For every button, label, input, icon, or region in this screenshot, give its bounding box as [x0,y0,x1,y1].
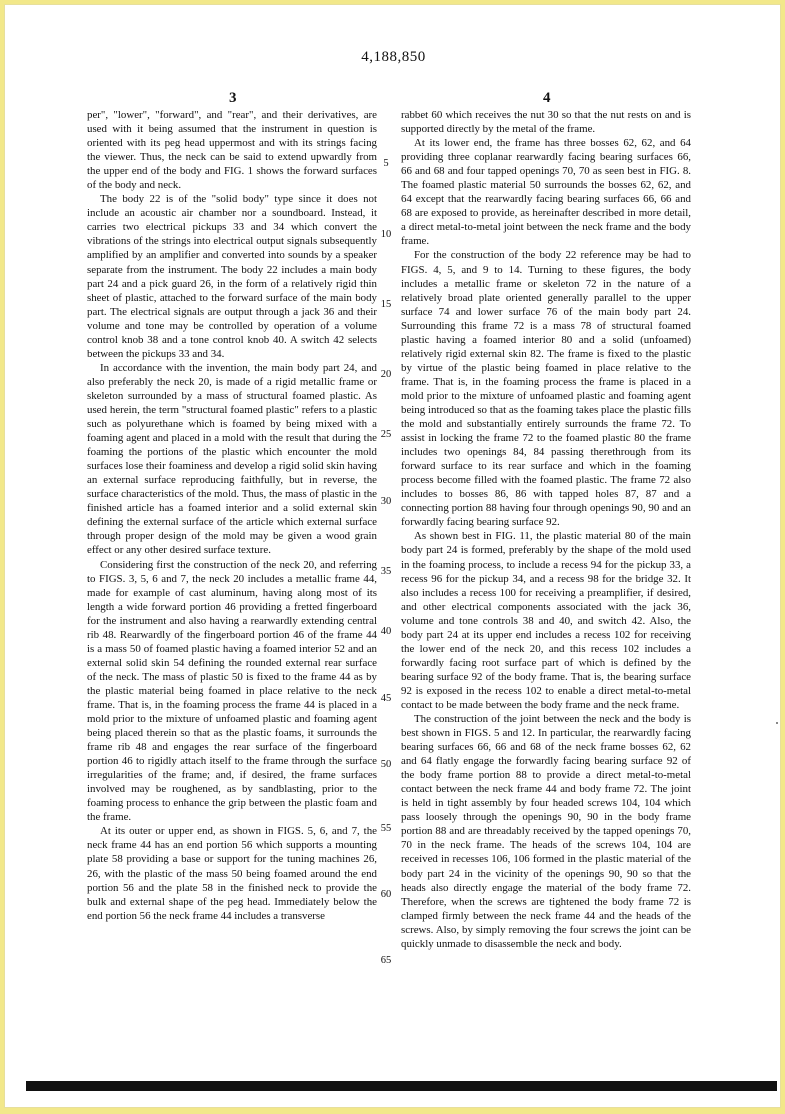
paragraph: In accordance with the invention, the main body part 24, and also preferably the neck 20, is made of a rigid metallic frame or skeleton surrounded by a mass of structural foamed plastic. As used herein, the term "structural foamed plastic" refers to a plastic such as polyurethane which is foamed by being mixed with a foaming agent and placed in a mold with the result that during the foaming the portions of the plastic which encounter the mold surfaces lose their foaminess and develop a rigid solid skin having an external surface reproducing faithfully, but in reverse, the surface characteristics of the mold. Thus, the mass of plastic in the finished article has a foamed interior and a solid external skin defining the external surface of the article which external surface through proper design of the mold may be given a wood grain effect or any other desired surface texture. [87,361,377,557]
line-number: 35 [380,566,392,577]
line-number: 20 [380,369,392,380]
paragraph: The body 22 is of the "solid body" type since it does not include an acoustic air chamber nor a soundboard. Instead, it carries two electrical pickups 33 and 34 which convert the vibrations of the strings into electrical output signals subsequently amplified by an amplifier and converted into sounds by a speaker separate from the instrument. The body 22 includes a main body part 24 and a pick guard 26, in the form of a relatively rigid thin sheet of plastic, attached to the forward surface of the main body part. The electrical signals are output through a jack 36 and their volume and tone may be controlled by operation of a volume control knob 38 and a tone control knob 40. A switch 42 selects between the pickups 33 and 34. [87,193,377,360]
line-number: 40 [380,626,392,637]
line-number: 50 [380,759,392,770]
line-number: 25 [380,429,392,440]
left-text-column [87,108,377,923]
scan-speck [776,722,778,724]
line-number: 60 [380,889,392,900]
line-number: 15 [380,299,392,310]
line-number: 5 [383,158,389,169]
page-number-left: 3 [229,90,237,106]
paragraph: The construction of the joint between the neck and the body is best shown in FIGS. 5 and 12. In particular, the rearwardly facing bearing surfaces 66, 66 and 68 of the neck frame bosses 62, 62 and 64 flatly engage the forwardly facing bearing surface 92 of the body frame portion 88 to provide a direct metal-to-metal contact between the neck frame 44 and body frame 72. The joint is held in tight assembly by four headed screws 104, 104 which pass loosely through the openings 90, 90 in the body frame portion 88 and are threadably received by the tapped openings 70, 70 in the neck frame. The heads of the screws 104, 104 are received in recesses 106, 106 formed in the plastic material of the body part 24 in the vicinity of the openings 90, 90 so that the heads also directly engage the material of the body frame 72. Therefore, when the screws are tightened the body frame 72 is clamped firmly between the neck frame 44 and the heads of the screws. Also, by simply removing the four screws the joint can be quickly unmade to disassemble the neck and body. [401,713,691,950]
paragraph: At its lower end, the frame has three bosses 62, 62, and 64 providing three coplanar rearwardly facing bearing surfaces 66, 66 and 68 and four tapped openings 70, 70 as seen best in FIG. 8. The foamed plastic material 50 surrounds the bosses 62, 62, and 64 except that the rearwardly facing bearing surfaces 66, 66 and 68 are exposed to provide, as hereinafter described in more detail, a direct metal-to-metal joint between the neck frame and the body frame. [401,137,691,248]
paragraph: per", "lower", "forward", and "rear", and their derivatives, are used with it being assumed that the instrument in question is oriented with its peg head uppermost and with its strings facing the viewer. Thus, the neck can be said to extend upwardly from the upper end of the body and FIG. 1 shows the forward surfaces of the body and neck. [87,109,377,192]
line-number: 65 [380,955,392,966]
line-number: 30 [380,496,392,507]
bottom-rule [26,1081,777,1091]
paragraph: Considering first the construction of the neck 20, and referring to FIGS. 3, 5, 6 and 7, the neck 20 includes a metallic frame 44, made for example of cast aluminum, having along most of its length a wide forward portion 46 providing a fretted fingerboard for the instrument and also having a rearwardly extending central rib 48. Rearwardly of the fingerboard portion 46 of the frame 44 is a mass 50 of foamed plastic having a foamed interior 52 and an external solid skin 54 defining the rounded external rear surface of the neck. The mass of plastic 50 is fixed to the frame 44 as by the plastic material being foamed in place relative to the neck frame. That is, in the foaming process the frame 44 is placed in a mold prior to the mixture of unfoamed plastic and foaming agent being placed therein so that as the plastic foams, it surrounds the frame rib 48 and engages the rear surface of the fingerboard portion 46 to rigidly attach itself to the frame through the surface irregularities of the frame; and, if desired, the frame surfaces involved may be roughened, as by sandblasting, prior to the foaming process to enhance the grip between the plastic foam and the frame. [87,558,377,824]
patent-page [4,4,781,1108]
paragraph: For the construction of the body 22 reference may be had to FIGS. 4, 5, and 9 to 14. Turning to these figures, the body includes a metallic frame or skeleton 72 in the nature of a relatively broad plate oriented generally parallel to the upper surface 74 and lower surface 76 of the main body part 24. Surrounding this frame 72 is a mass 78 of structural foamed plastic having a foamed interior 80 and a solid (unfoamed) relatively rigid external skin 82. The frame is fixed to the plastic by virtue of the plastic being foamed in place relative to the frame. That is, in the foaming process the frame is placed in a mold prior to the mixture of unfoamed plastic and foaming agent being introduced so that as the foaming takes place the plastic fills the mold and substantially entirely surrounds the frame 72. To assist in locking the frame 72 to the foamed plastic 80 the frame includes two openings 84, 84 passing therethrough from its forward surface to its rear surface and which in the foaming process become filled with the foamed plastic. The frame 72 also includes to bosses 86, 86 with tapped holes 87, 87 and a connecting portion 88 having four through openings 90, 90 and an forwardly facing bearing surface 92. [401,249,691,529]
line-number: 10 [380,229,392,240]
line-number: 45 [380,693,392,704]
paragraph: As shown best in FIG. 11, the plastic material 80 of the main body part 24 is formed, preferably by the shape of the mold used in the foaming process, to include a recess 94 for the pickup 33, a recess 96 for the pickup 34, and a recess 98 for the bridge 32. It also includes a recess 100 for receiving a preamplifier, if desired, and other electrical components associated with the jack 36, volume and tone controls 38 and 40, and switch 42. Also, the body part 24 at its upper end includes a recess 102 for receiving the lower end of the neck 20, and this recess 102 includes a forwardly facing root surface part of which is defined by the bearing surface 92 of the body frame. That is, the bearing surface 92 is exposed in the recess 102 to enable a direct metal-to-metal contact to be made between the body frame and the neck frame. [401,530,691,711]
right-text-column [401,108,691,951]
patent-number: 4,188,850 [361,49,426,65]
paragraph: rabbet 60 which receives the nut 30 so that the nut rests on and is supported directly by the metal of the frame. [401,109,691,136]
paragraph: At its outer or upper end, as shown in FIGS. 5, 6, and 7, the neck frame 44 has an end portion 56 which supports a mounting plate 58 providing a base or support for the tuning machines 26, 26, with the plastic of the mass 50 being foamed around the end portion 56 and the plate 58 in the finished neck to provide the bulk and external shape of the peg head. Immediately below the end portion 56 the neck frame 44 includes a transverse [87,825,377,922]
line-number: 55 [380,823,392,834]
page-number-right: 4 [543,90,551,106]
